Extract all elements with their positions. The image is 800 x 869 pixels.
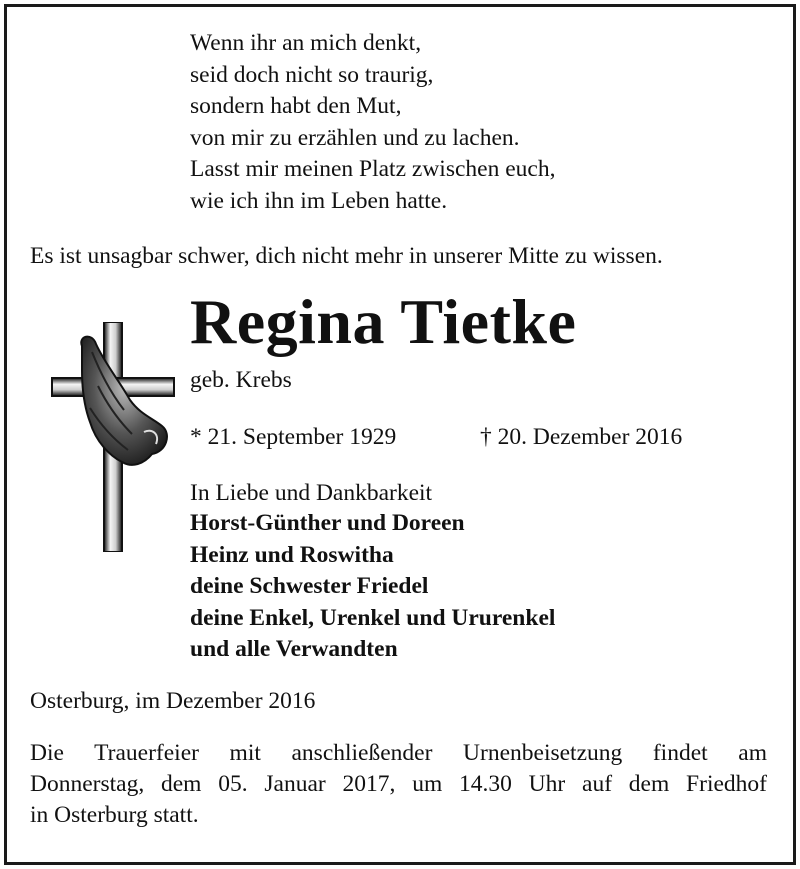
mourners-intro: In Liebe und Dankbarkeit	[190, 480, 433, 506]
funeral-line: in Osterburg statt.	[30, 802, 199, 828]
poem-line: von mir zu erzählen und zu lachen.	[190, 124, 520, 151]
death-date: † 20. Dezember 2016	[480, 424, 683, 450]
cross-with-praying-hands-icon	[48, 322, 178, 552]
life-dates	[190, 422, 730, 452]
poem-line: Wenn ihr an mich denkt,	[190, 30, 422, 56]
funeral-line: Donnerstag, dem 05. Januar 2017, um 14.30 Uhr auf dem Friedhof	[30, 771, 767, 797]
deceased-name: Regina Tietke	[190, 286, 577, 357]
mourner: und alle Verwandten	[190, 636, 398, 662]
poem-line: Lasst mir meinen Platz zwischen euch,	[190, 156, 556, 182]
poem-line: seid doch nicht so traurig,	[190, 61, 434, 88]
mourner: deine Schwester Friedel	[190, 573, 429, 599]
maiden-name: geb. Krebs	[190, 367, 292, 393]
poem	[190, 28, 555, 217]
poem-line: sondern habt den Mut,	[190, 93, 402, 119]
funeral-line: Die Trauerfeier mit anschließender Urnenbeisetzung findet am	[30, 740, 767, 766]
mourner: deine Enkel, Urenkel und Ururenkel	[190, 604, 556, 631]
subtitle: Es ist unsagbar schwer, dich nicht mehr in unserer Mitte zu wissen.	[30, 243, 663, 269]
place-date: Osterburg, im Dezember 2016	[30, 688, 316, 714]
funeral-notice	[30, 738, 767, 831]
mourner: Heinz und Roswitha	[190, 541, 394, 568]
mourner: Horst-Günther und Doreen	[190, 510, 465, 536]
birth-date: * 21. September 1929	[190, 424, 397, 450]
poem-line: wie ich ihn im Leben hatte.	[190, 187, 448, 214]
mourners-list	[190, 508, 555, 666]
